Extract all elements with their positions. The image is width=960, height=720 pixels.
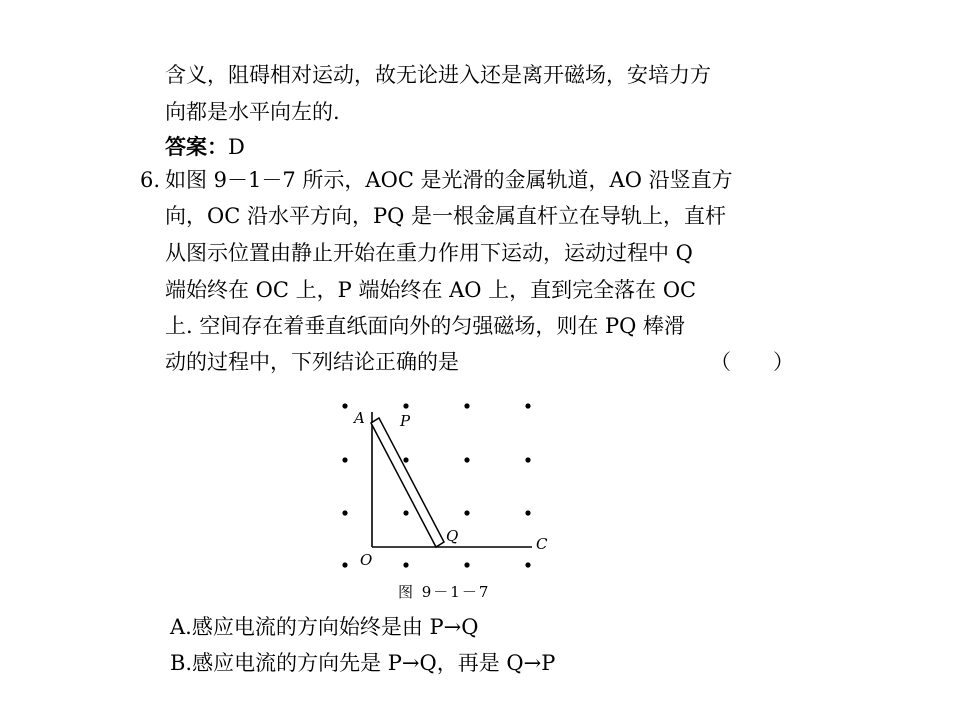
question-line-4: 端始终在 OC 上，P 端始终在 AO 上，直到完全落在 OC: [165, 278, 697, 302]
figure-diagram: [330, 390, 570, 605]
label-P: P: [400, 412, 411, 430]
option-a[interactable]: [170, 614, 478, 640]
field-dot: [464, 457, 469, 462]
answer-value: D: [228, 135, 245, 159]
field-dot: [342, 403, 347, 408]
label-Q: Q: [446, 527, 459, 545]
rod-PQ: [371, 418, 444, 547]
field-dot: [525, 403, 530, 408]
field-dot: [525, 510, 530, 515]
label-O: O: [360, 551, 373, 569]
question-line-6: 动的过程中，下列结论正确的是: [165, 350, 459, 374]
label-A: A: [354, 409, 365, 427]
field-dot: [403, 403, 408, 408]
question-line-5: 上. 空间存在着垂直纸面向外的匀强磁场，则在 PQ 棒滑: [165, 314, 686, 338]
field-dot: [464, 510, 469, 515]
option-b-label: B.: [170, 651, 193, 675]
answer-blank: （ ）: [710, 350, 794, 374]
question-line-3: 从图示位置由静止开始在重力作用下运动，运动过程中 Q: [165, 241, 693, 265]
field-dot: [342, 510, 347, 515]
option-b-text: 感应电流的方向先是 P→Q，再是 Q→P: [192, 651, 556, 675]
question-number: 6.: [140, 168, 161, 192]
option-a-text: 感应电流的方向始终是由 P→Q: [191, 615, 479, 639]
figure-caption: 图 9－1－7: [398, 583, 491, 601]
option-a-label: A.: [170, 615, 192, 639]
prev-text-line-2: 向都是水平向左的.: [165, 100, 340, 124]
answer-line: [165, 134, 245, 160]
prev-text-line-1: 含义，阻碍相对运动，故无论进入还是离开磁场，安培力方: [165, 63, 711, 87]
field-dot: [464, 403, 469, 408]
field-dot: [342, 457, 347, 462]
question-line-2: 向，OC 沿水平方向，PQ 是一根金属直杆立在导轨上，直杆: [165, 204, 726, 228]
field-dot: [525, 562, 530, 567]
option-b[interactable]: [170, 650, 555, 676]
field-dot: [342, 562, 347, 567]
label-C: C: [536, 535, 548, 553]
answer-label: 答案：: [165, 135, 228, 159]
field-dot: [403, 457, 408, 462]
field-dot: [403, 562, 408, 567]
field-dot: [464, 562, 469, 567]
field-dot: [403, 510, 408, 515]
question-line-1: 如图 9－1－7 所示，AOC 是光滑的金属轨道，AO 沿竖直方: [165, 168, 733, 192]
field-dot: [525, 457, 530, 462]
